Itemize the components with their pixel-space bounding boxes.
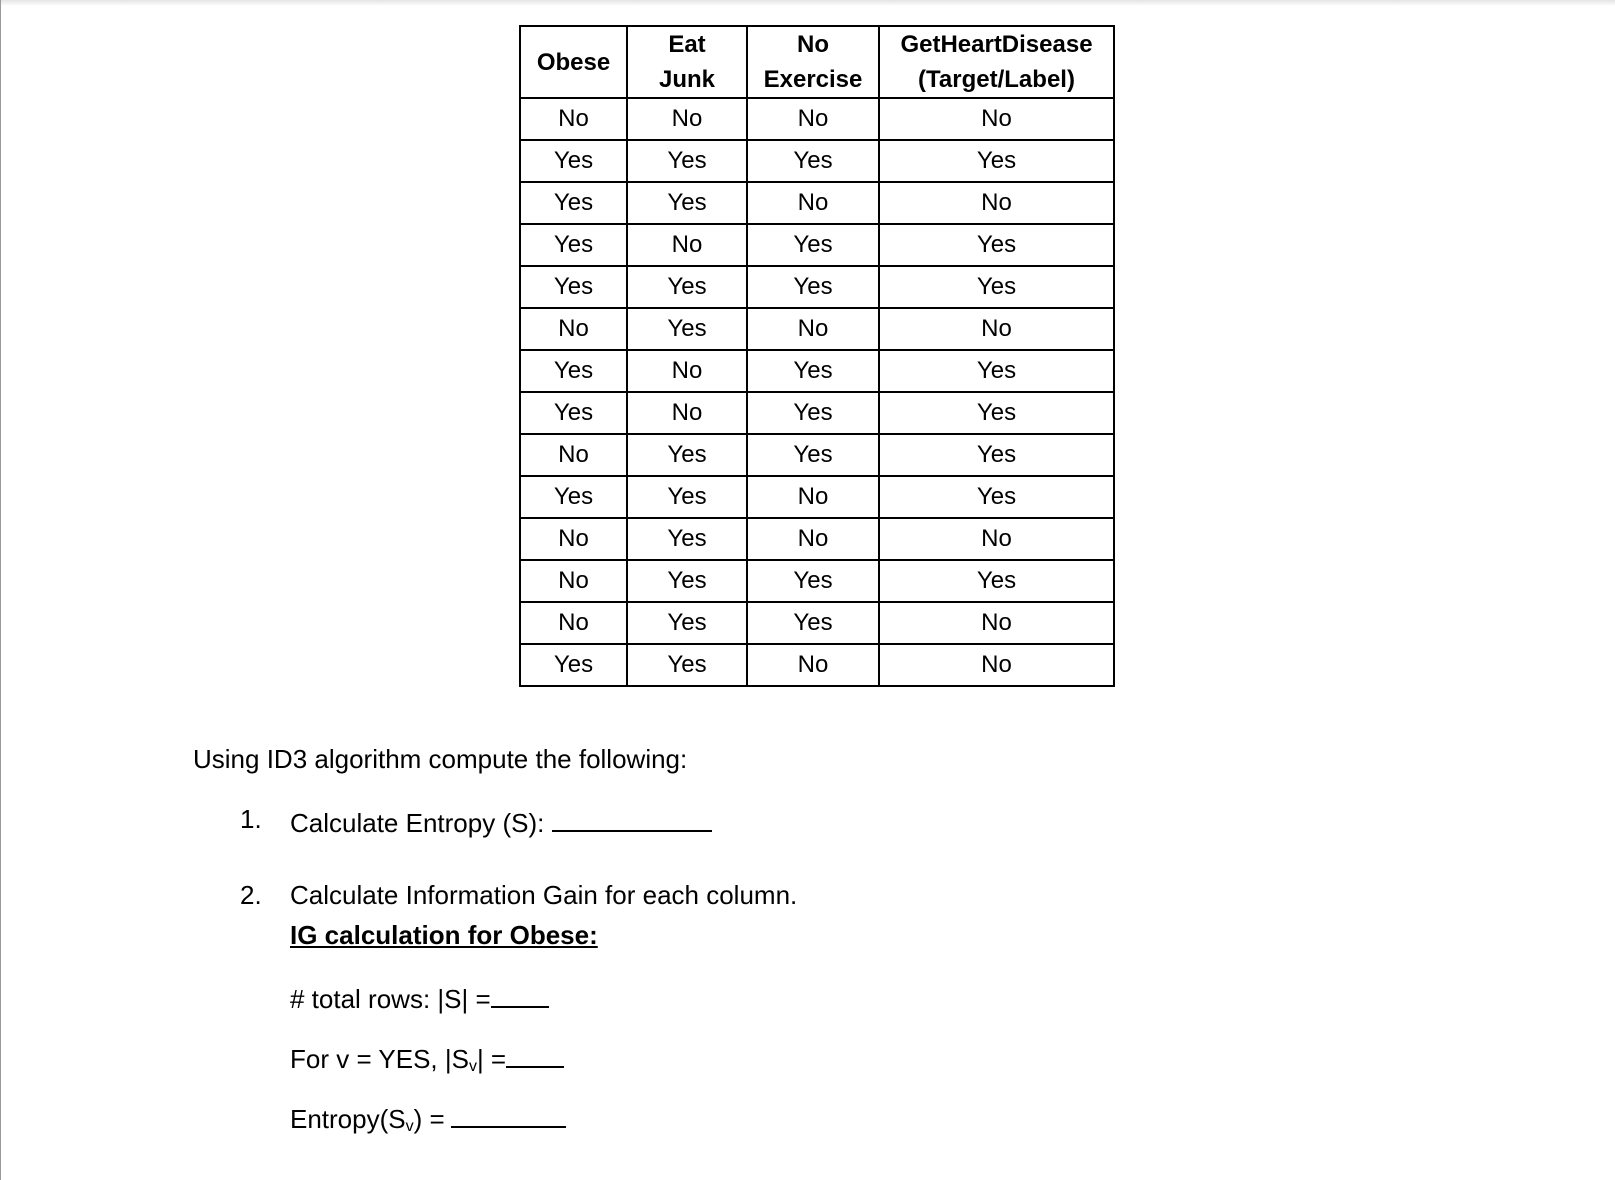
subset-size-blank[interactable]: [506, 1040, 564, 1068]
table-cell: Yes: [627, 560, 747, 602]
total-rows-blank[interactable]: [491, 980, 549, 1008]
table-cell: Yes: [747, 392, 879, 434]
entropy-answer-blank[interactable]: [552, 804, 712, 832]
table-row: [520, 266, 1114, 308]
table-cell: Yes: [627, 644, 747, 686]
table-cell: Yes: [879, 392, 1114, 434]
table-cell: Yes: [747, 350, 879, 392]
subset-entropy-suffix: ) =: [413, 1104, 445, 1134]
table-row: [520, 392, 1114, 434]
question-1-text: Calculate Entropy (S):: [290, 808, 545, 838]
table-cell: No: [747, 476, 879, 518]
header-eat-junk: Eat Junk: [627, 26, 747, 98]
table-row: [520, 644, 1114, 686]
table-cell: Yes: [747, 560, 879, 602]
dataset-table: [519, 25, 1115, 687]
table-cell: No: [520, 434, 627, 476]
table-cell: Yes: [520, 224, 627, 266]
table-cell: No: [520, 518, 627, 560]
table-cell: No: [520, 602, 627, 644]
question-1: [290, 804, 712, 839]
table-cell: No: [520, 98, 627, 140]
table-cell: Yes: [520, 140, 627, 182]
table-cell: No: [747, 644, 879, 686]
table-cell: Yes: [879, 350, 1114, 392]
table-cell: No: [747, 182, 879, 224]
table-cell: Yes: [627, 266, 747, 308]
table-cell: Yes: [520, 644, 627, 686]
table-cell: Yes: [747, 266, 879, 308]
table-cell: Yes: [627, 518, 747, 560]
header-no-exercise: No Exercise: [747, 26, 879, 98]
table-cell: Yes: [879, 140, 1114, 182]
page-top-shadow: [0, 0, 1615, 6]
question-2-text: Calculate Information Gain for each column.: [290, 880, 798, 910]
question-1-number: 1.: [240, 804, 262, 834]
table-cell: Yes: [879, 560, 1114, 602]
table-row: [520, 476, 1114, 518]
table-cell: Yes: [627, 308, 747, 350]
table-cell: Yes: [627, 140, 747, 182]
table-cell: No: [627, 224, 747, 266]
subset-size-label: For v = YES, |S: [290, 1044, 469, 1074]
header-target-label: GetHeartDisease (Target/Label): [879, 26, 1114, 98]
table-cell: Yes: [879, 476, 1114, 518]
table-cell: No: [747, 308, 879, 350]
subset-entropy-line: [290, 1100, 566, 1136]
table-cell: No: [879, 518, 1114, 560]
table-row: [520, 560, 1114, 602]
table-body: [520, 98, 1114, 686]
table-row: [520, 518, 1114, 560]
table-cell: Yes: [520, 350, 627, 392]
table-cell: No: [627, 350, 747, 392]
page-left-edge: [0, 0, 1, 1180]
table-row: [520, 434, 1114, 476]
table-cell: Yes: [627, 476, 747, 518]
table-cell: Yes: [879, 266, 1114, 308]
table-header-row: [520, 26, 1114, 98]
subset-size-line: [290, 1040, 564, 1076]
subset-entropy-label: Entropy(S: [290, 1104, 406, 1134]
table-cell: No: [747, 98, 879, 140]
table-cell: No: [520, 308, 627, 350]
table-row: [520, 182, 1114, 224]
table-cell: Yes: [520, 266, 627, 308]
table-cell: No: [627, 98, 747, 140]
instructions-text: Using ID3 algorithm compute the following:: [193, 744, 688, 774]
subset-subscript: v: [468, 1058, 477, 1075]
table-cell: No: [879, 182, 1114, 224]
ig-obese-heading: IG calculation for Obese:: [290, 920, 598, 950]
table-row: [520, 602, 1114, 644]
table-cell: Yes: [747, 434, 879, 476]
total-rows-label: # total rows: |S| =: [290, 984, 491, 1014]
table-cell: No: [879, 98, 1114, 140]
table-cell: Yes: [627, 434, 747, 476]
table-cell: No: [879, 308, 1114, 350]
subset-entropy-subscript: v: [405, 1118, 414, 1135]
table-cell: Yes: [520, 182, 627, 224]
table-row: [520, 350, 1114, 392]
table-cell: Yes: [747, 602, 879, 644]
table-row: [520, 140, 1114, 182]
table-cell: Yes: [879, 224, 1114, 266]
table-row: [520, 224, 1114, 266]
subset-entropy-blank[interactable]: [451, 1100, 566, 1128]
table-cell: Yes: [747, 224, 879, 266]
table-cell: No: [520, 560, 627, 602]
table-cell: No: [879, 644, 1114, 686]
table-cell: Yes: [520, 476, 627, 518]
table-cell: Yes: [879, 434, 1114, 476]
subset-size-suffix: | =: [476, 1044, 507, 1074]
table-cell: Yes: [627, 182, 747, 224]
table-cell: No: [627, 392, 747, 434]
table-row: [520, 308, 1114, 350]
table-cell: Yes: [520, 392, 627, 434]
question-2-number: 2.: [240, 880, 262, 910]
header-obese: Obese: [520, 26, 627, 98]
table-cell: Yes: [627, 602, 747, 644]
table-row: [520, 98, 1114, 140]
table-cell: No: [879, 602, 1114, 644]
table-cell: No: [747, 518, 879, 560]
total-rows-line: [290, 980, 549, 1015]
table-cell: Yes: [747, 140, 879, 182]
